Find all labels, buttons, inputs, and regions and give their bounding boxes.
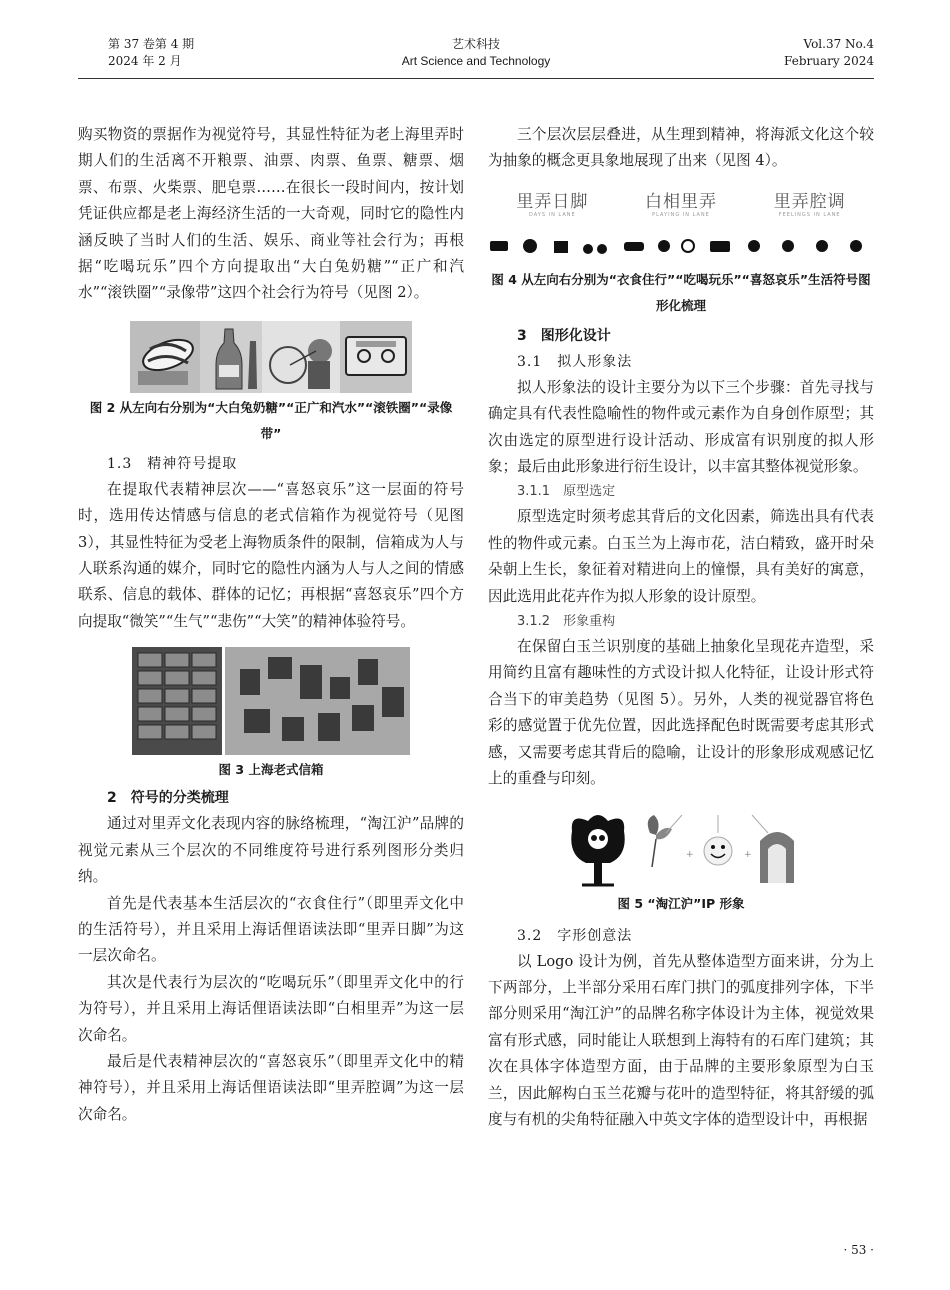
volume-en: Vol.37 No.4 [803, 37, 874, 51]
section-heading-2: 2 符号的分类梳理 [107, 790, 229, 807]
fig4-group [774, 187, 846, 218]
volume-cn: 第 37 卷第 4 期 [108, 37, 195, 51]
fig4-group [645, 187, 717, 218]
date-cn: 2024 年 2 月 [108, 54, 182, 68]
figure-5-arrows [666, 815, 768, 833]
figure-3-caption: 图 3 上海老式信箱 [218, 762, 324, 778]
fig4-subtitle: PLAYING IN LANE [652, 211, 710, 218]
sewing-machine-icon [490, 241, 508, 251]
fig4-subtitle: DAYS IN LANE [529, 211, 576, 218]
header-left [78, 36, 278, 70]
paragraph: 首先是代表基本生活层次的“衣食住行”（即里弄文化中的生活符号），并且采用上海话俚语读法即“里弄日脚”为这一层次命名。 [78, 894, 464, 965]
laugh-icon [850, 240, 862, 252]
smile-icon [748, 240, 760, 252]
shikumen-gate-icon [760, 832, 794, 883]
section-heading-3-1: 3.1 拟人形象法 [517, 353, 633, 370]
page-number: · 53 · [843, 1243, 874, 1257]
hoop-photo [262, 321, 340, 393]
soda-photo [200, 321, 262, 393]
fig4-title: 里弄日脚 [516, 191, 589, 212]
bottle-icon [658, 240, 670, 252]
paragraph: 其次是代表行为层次的“吃喝玩乐”（即里弄文化中的行为符号），并且采用上海话俚语读法即“白相里弄”为这一层次命名。 [78, 973, 464, 1044]
plus-icon: + [686, 849, 694, 860]
paragraph: 以 Logo 设计为例，首先从整体造型方面来讲，分为上下两部分，上半部分采用石库门拱门的弧度排列字体，下半部分则采用“淘江沪”的品牌名称字体设计为主体，视觉效果富有形式感，同时能让人联想到上海特有的石库门建筑；其次在具体字体造型方面，由于品牌的主要形象原型为白玉兰，因此解构白玉兰花瓣与花叶的造型特征，将其舒缓的弧度与有机的尖角特征融入中英文字体的造型设计中，再根据 [488, 952, 874, 1128]
figure-3-image [132, 647, 410, 755]
angry-icon [782, 240, 794, 252]
left-column [78, 122, 464, 1128]
candy-icon [624, 242, 644, 251]
bicycle-icon [583, 244, 593, 254]
figure-4-caption: 图 4 从左向右分别为“衣食住行”“吃喝玩乐”“喜怒哀乐”生活符号图形化梳理 [491, 271, 871, 313]
section-heading-3: 3 图形化设计 [517, 327, 611, 344]
section-heading-3-1-2: 3.1.2 形象重构 [517, 614, 616, 630]
paragraph: 购买物资的票据作为视觉符号，其显性特征为老上海里弄时期人们的生活离不开粮票、油票、肉票、鱼票、糖票、烟票、布票、火柴票、肥皂票……在很长一段时间内，按计划凭证供应都是老上海经济生活的一大奇观，同时它的隐性内涵反映了当时人们的生活、娱乐、商业等社会行为；再根据“吃喝玩乐”四个方向提取出“大白兔奶糖”“正广和汽水”“滚铁圈”“录像带”这四个社会行为符号（见图 2）。 [78, 126, 464, 302]
right-column [488, 122, 874, 1133]
dumpling-icon [523, 239, 537, 253]
figure-4 [488, 187, 874, 261]
paragraph: 拟人形象法的设计主要分为以下三个步骤：首先寻找与确定具有代表性隐喻性的物件或元素作为自身创作原型；其次由选定的原型进行设计活动、形成富有识别度的拟人形象；最后由此形象进行衍生设计，以丰富其整体视觉形象。 [488, 378, 874, 476]
mailbox-wall-photo [138, 653, 216, 739]
hoop-icon [682, 240, 694, 252]
header-center [328, 36, 624, 70]
header-right [704, 36, 874, 70]
figure-2-image [130, 321, 412, 393]
fig4-title: 白相里弄 [644, 191, 717, 212]
house-icon [554, 241, 568, 253]
smiley-face-icon [704, 837, 732, 865]
journal-title-en: Art Science and Technology [401, 54, 551, 68]
paragraph: 原型选定时须考虑其背后的文化因素，筛选出具有代表性的物件或元素。白玉兰为上海市花，洁白精致，盛开时朵朵朝上生长，象征着对精进向上的憧憬，具有美好的寓意，因此选用此花卉作为拟人形象的设计原型。 [488, 508, 874, 605]
paragraph: 在提取代表精神层次——“喜怒哀乐”这一层面的符号时，选用传达情感与信息的老式信箱作为视觉符号（见图 3），其显性特征为受老上海物质条件的限制，信箱成为人与人联系沟通的媒介，同时它的隐性内涵为人与人之间的情感联系、信息的载体、群体的记忆；再根据“喜怒哀乐”四个方向提取“微笑”“生气”“悲伤”“大笑”的精神体验符号。 [78, 480, 464, 630]
magnolia-flower-icon [648, 815, 672, 867]
section-heading-1-3: 1.3 精神符号提取 [107, 455, 238, 472]
header-rule [78, 78, 874, 79]
paragraph: 通过对里弄文化表现内容的脉络梳理，“淘江沪”品牌的视觉元素从三个层次的不同维度符号进行系列图形分类归纳。 [78, 815, 464, 886]
paragraph: 在保留白玉兰识别度的基础上抽象化呈现花卉造型，采用简约且富有趣味性的方式设计拟人化特征，让设计形式符合当下的审美趋势（见图 5）。另外，人类的视觉器官将色彩的感觉置于优先位置，因此选择配色时既需要考虑其形式感，又需要考虑其背后的隐喻，让设计的形象形成观感记忆上的重叠与印刻。 [488, 638, 874, 788]
fig4-title: 里弄腔调 [773, 191, 846, 212]
magnolia-mascot-icon [571, 815, 624, 885]
cassette-photo [340, 321, 412, 393]
plus-icon: + [744, 849, 752, 860]
section-heading-3-1-1: 3.1.1 原型选定 [517, 484, 616, 500]
paragraph: 三个层次层层叠进，从生理到精神，将海派文化这个较为抽象的概念更具象地展现了出来（见图 4）。 [488, 126, 874, 170]
journal-title-cn: 艺术科技 [451, 37, 500, 51]
figure-5-caption: 图 5 “淘江沪”IP 形象 [617, 895, 745, 911]
running-header [78, 36, 874, 82]
fig4-subtitle: FEELINGS IN LANE [778, 211, 841, 218]
figure-4-titles [488, 187, 874, 218]
candy-photo [130, 321, 200, 393]
figure-2-caption: 图 2 从左向右分别为“大白兔奶糖”“正广和汽水”“滚铁圈”“录像带” [89, 399, 453, 441]
date-en: February 2024 [784, 54, 874, 68]
section-heading-3-2: 3.2 字形创意法 [517, 927, 633, 944]
fig4-group [516, 187, 588, 218]
paragraph: 最后是代表精神层次的“喜怒哀乐”（即里弄文化中的精神符号），并且采用上海话俚语读法即“里弄腔调”为这一层次命名。 [78, 1052, 464, 1123]
figure-4-icon-strip [488, 235, 874, 257]
figure-5-image [566, 811, 796, 891]
sad-icon [816, 240, 828, 252]
cassette-icon [710, 241, 730, 252]
